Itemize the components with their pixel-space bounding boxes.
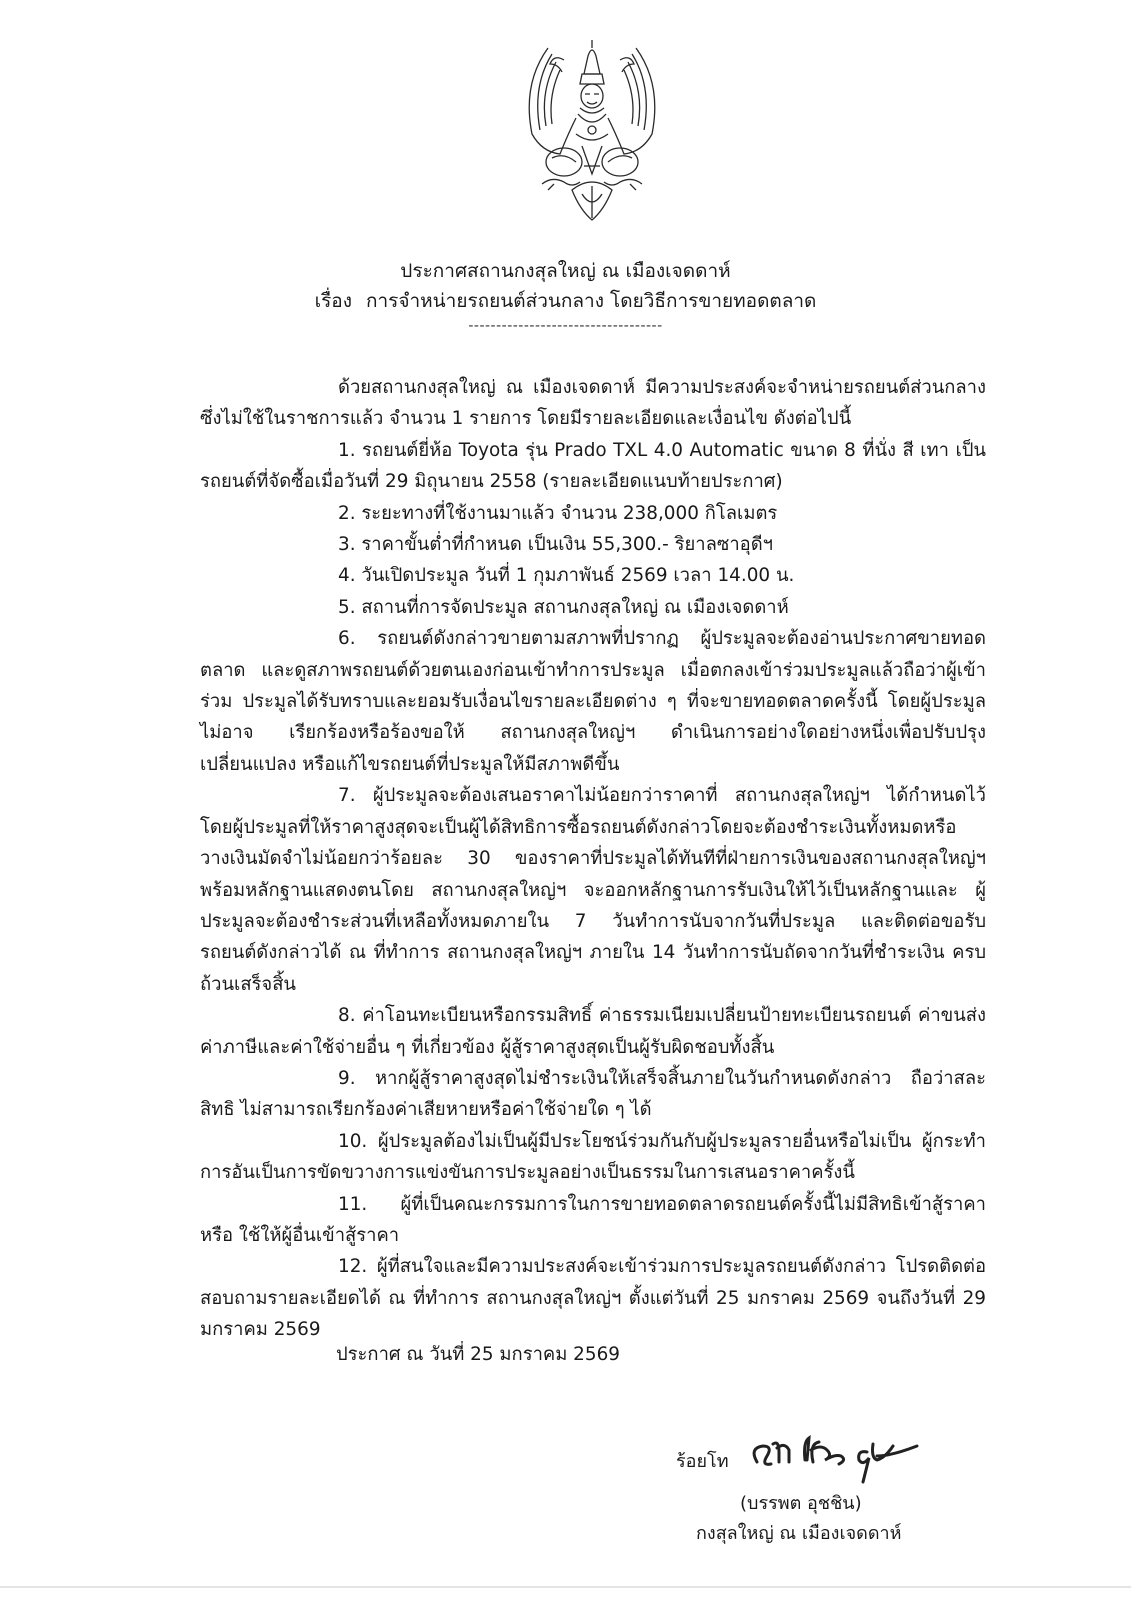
announcement-title: ประกาศสถานกงสุลใหญ่ ณ เมืองเจดดาห์: [400, 260, 731, 282]
subject-label: เรื่อง: [314, 290, 352, 312]
signer-rank: ร้อยโท: [676, 1451, 729, 1472]
heading-separator: -----------------------------------: [468, 318, 663, 334]
list-item: 7. ผู้ประมูลจะต้องเสนอราคาไม่น้อยกว่าราคาที่ สถานกงสุลใหญ่ฯ ได้กำหนดไว้ โดยผู้ประมูลที่ให้ราคาสูงสุดจะเป็นผู้ได้สิทธิการซื้อรถยนต์ดังกล่าวโดยจะต้องชำระเงินทั้งหมดหรือ วางเงินมัดจำไม่น้อยกว่าร้อยละ 30 ของราคาที่ประมูลได้ทันทีที่ฝ่ายการเงินของสถานกงสุลใหญ่ฯ พร้อมหลักฐานแสดงตนโดย สถานกงสุลใหญ่ฯ จะออกหลักฐานการรับเงินให้ไว้เป็นหลักฐานและ ผู้ประมูลจะต้องชำระส่วนที่เหลือทั้งหมดภายใน 7 วันทำการนับจากวันที่ประมูล และติดต่อขอรับ รถยนต์ดังกล่าวได้ ณ ที่ทำการ สถานกงสุลใหญ่ฯ ภายใน 14 วันทำการนับถัดจากวันที่ชำระเงิน ครบถ้วนเสร็จสิ้น: [200, 785, 986, 995]
list-item: 4. วันเปิดประมูล วันที่ 1 กุมภาพันธ์ 2569 เวลา 14.00 น.: [338, 565, 795, 587]
document-body: [200, 372, 986, 1346]
garuda-emblem-icon: [512, 34, 672, 226]
page-bottom-edge: [0, 1586, 1131, 1588]
list-item: 8. ค่าโอนทะเบียนหรือกรรมสิทธิ์ ค่าธรรมเนียมเปลี่ยนป้ายทะเบียนรถยนต์ ค่าขนส่ง ค่าภาษีและค่าใช้จ่ายอื่น ๆ ที่เกี่ยวข้อง ผู้สู้ราคาสูงสุดเป็นผู้รับผิดชอบทั้งสิ้น: [200, 1005, 986, 1058]
subject-text: การจำหน่ายรถยนต์ส่วนกลาง โดยวิธีการขายทอดตลาด: [365, 290, 817, 312]
list-item: 6. รถยนต์ดังกล่าวขายตามสภาพที่ปรากฏ ผู้ประมูลจะต้องอ่านประกาศขายทอดตลาด และดูสภาพรถยนต์ด้วยตนเองก่อนเข้าทำการประมูล เมื่อตกลงเข้าร่วมประมูลแล้วถือว่าผู้เข้าร่วม ประมูลได้รับทราบและยอมรับเงื่อนไขรายละเอียดต่าง ๆ ที่จะขายทอดตลาดครั้งนี้ โดยผู้ประมูลไม่อาจ เรียกร้องหรือร้องขอให้ สถานกงสุลใหญ่ฯ ดำเนินการอย่างใดอย่างหนึ่งเพื่อปรับปรุง เปลี่ยนแปลง หรือแก้ไขรถยนต์ที่ประมูลให้มีสภาพดีขึ้น: [200, 628, 986, 775]
list-item: 2. ระยะทางที่ใช้งานมาแล้ว จำนวน 238,000 กิโลเมตร: [338, 502, 778, 524]
list-item: 11. ผู้ที่เป็นคณะกรรมการในการขายทอดตลาดรถยนต์ครั้งนี้ไม่มีสิทธิเข้าสู้ราคาหรือ ใช้ให้ผู้อื่นเข้าสู้ราคา: [200, 1193, 986, 1246]
list-item: 10. ผู้ประมูลต้องไม่เป็นผู้มีประโยชน์ร่วมกันกับผู้ประมูลรายอื่นหรือไม่เป็น ผู้กระทำการอันเป็นการขัดขวางการแข่งขันการประมูลอย่างเป็นธรรมในการเสนอราคาครั้งนี้: [200, 1130, 986, 1184]
list-item: 9. หากผู้สู้ราคาสูงสุดไม่ชำระเงินให้เสร็จสิ้นภายในวันกำหนดดังกล่าว ถือว่าสละสิทธิ ไม่สามารถเรียกร้องค่าเสียหายหรือค่าใช้จ่ายใด ๆ ได้: [200, 1067, 986, 1121]
signer-title: กงสุลใหญ่ ณ เมืองเจดดาห์: [696, 1523, 902, 1544]
list-item: 3. ราคาขั้นต่ำที่กำหนด เป็นเงิน 55,300.- ริยาลซาอุดีฯ: [338, 534, 773, 556]
list-item: 5. สถานที่การจัดประมูล สถานกงสุลใหญ่ ณ เมืองเจดดาห์: [338, 596, 789, 618]
signer-name: (บรรพต อุชชิน): [740, 1493, 862, 1514]
announcement-subject: [0, 286, 1131, 316]
list-item: 1. รถยนต์ยี่ห้อ Toyota รุ่น Prado TXL 4.0 Automatic ขนาด 8 ที่นั่ง สี เทา เป็นรถยนต์ที่จัดซื้อเมื่อวันที่ 29 มิถุนายน 2558 (รายละเอียดแนบท้ายประกาศ): [200, 439, 986, 493]
list-item: 12. ผู้ที่สนใจและมีความประสงค์จะเข้าร่วมการประมูลรถยนต์ดังกล่าว โปรดติดต่อ สอบถามรายละเอียดได้ ณ ที่ทำการ สถานกงสุลใหญ่ฯ ตั้งแต่วันที่ 25 มกราคม 2569 จนถึงวันที่ 29 มกราคม 2569: [200, 1256, 986, 1341]
announcement-date: ประกาศ ณ วันที่ 25 มกราคม 2569: [336, 1344, 620, 1365]
handwritten-signature-icon: [743, 1422, 943, 1484]
intro-paragraph: ด้วยสถานกงสุลใหญ่ ณ เมืองเจดดาห์ มีความประสงค์จะจำหน่ายรถยนต์ส่วนกลาง ซึ่งไม่ใช้ในราชการแล้ว จำนวน 1 รายการ โดยมีรายละเอียดและเงื่อนไข ดังต่อไปนี้: [200, 377, 986, 430]
